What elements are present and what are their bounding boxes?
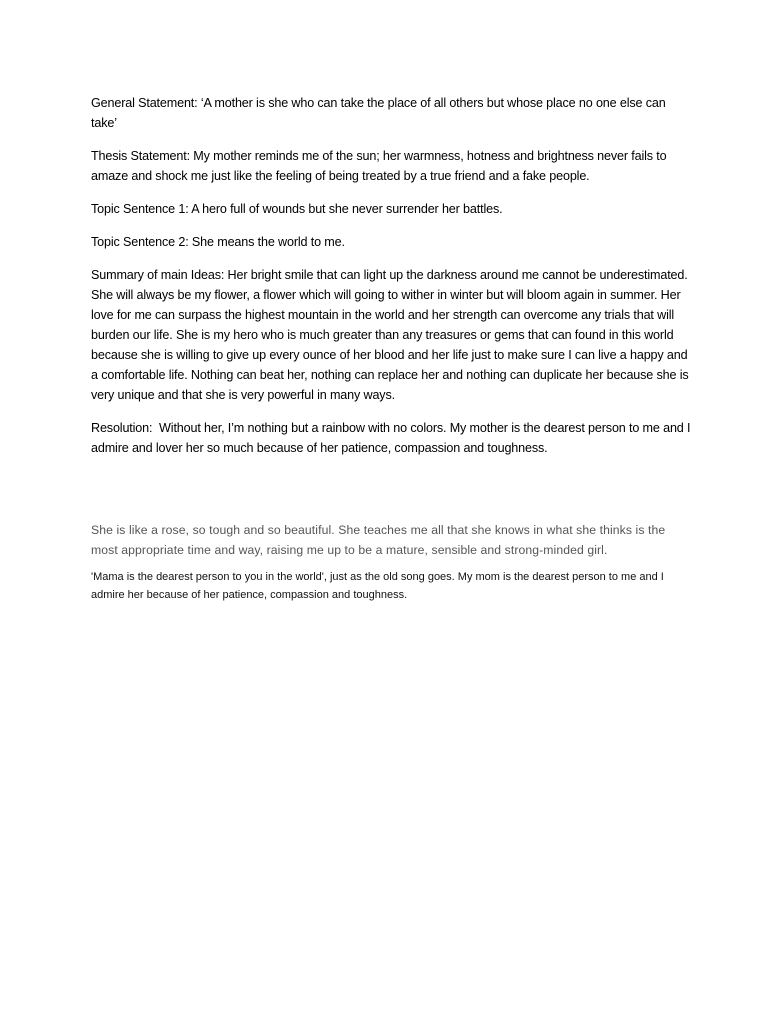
rose-paragraph-block	[91, 520, 691, 560]
general-statement: General Statement: ‘A mother is she who can take the place of all others but whose place no one else can take’	[91, 96, 669, 130]
summary-of-main-ideas: Summary of main Ideas: Her bright smile that can light up the darkness around me cannot be underestimated. She will always be my flower, a flower which will going to wither in winter but will bloom again in summer. Her love for me can surpass the highest mountain in the world and her strength can overcome any trials that will burden our life. She is my hero who is much greater than any treasures or gems that can found in this world because she is willing to give up every ounce of her blood and her life just to make sure I can live a happy and a comfortable life. Nothing can beat her, nothing can replace her and nothing can duplicate her because she is very unique and that she is very powerful in many ways.	[91, 268, 692, 402]
thesis-statement: Thesis Statement: My mother reminds me of the sun; her warmness, hotness and brightness never fails to amaze and shock me just like the feeling of being treated by a true friend and a fake people.	[91, 149, 670, 183]
quote-paragraph: 'Mama is the dearest person to you in the world', just as the old song goes. My mom is the dearest person to me and I admire her because of her patience, compassion and toughness.	[91, 571, 664, 601]
topic-sentence-1: Topic Sentence 1: A hero full of wounds but she never surrender her battles.	[91, 202, 503, 216]
rose-paragraph: She is like a rose, so tough and so beautiful. She teaches me all that she knows in what she thinks is the most appropriate time and way, raising me up to be a mature, sensible and strong-minded girl.	[91, 523, 666, 557]
essay-outline	[91, 93, 694, 458]
topic-sentence-2: Topic Sentence 2: She means the world to me.	[91, 235, 345, 249]
quote-paragraph-block	[91, 568, 691, 604]
resolution: Resolution: Without her, I’m nothing but a rainbow with no colors. My mother is the dearest person to me and I admire and lover her so much because of her patience, compassion and toughness.	[91, 421, 694, 455]
